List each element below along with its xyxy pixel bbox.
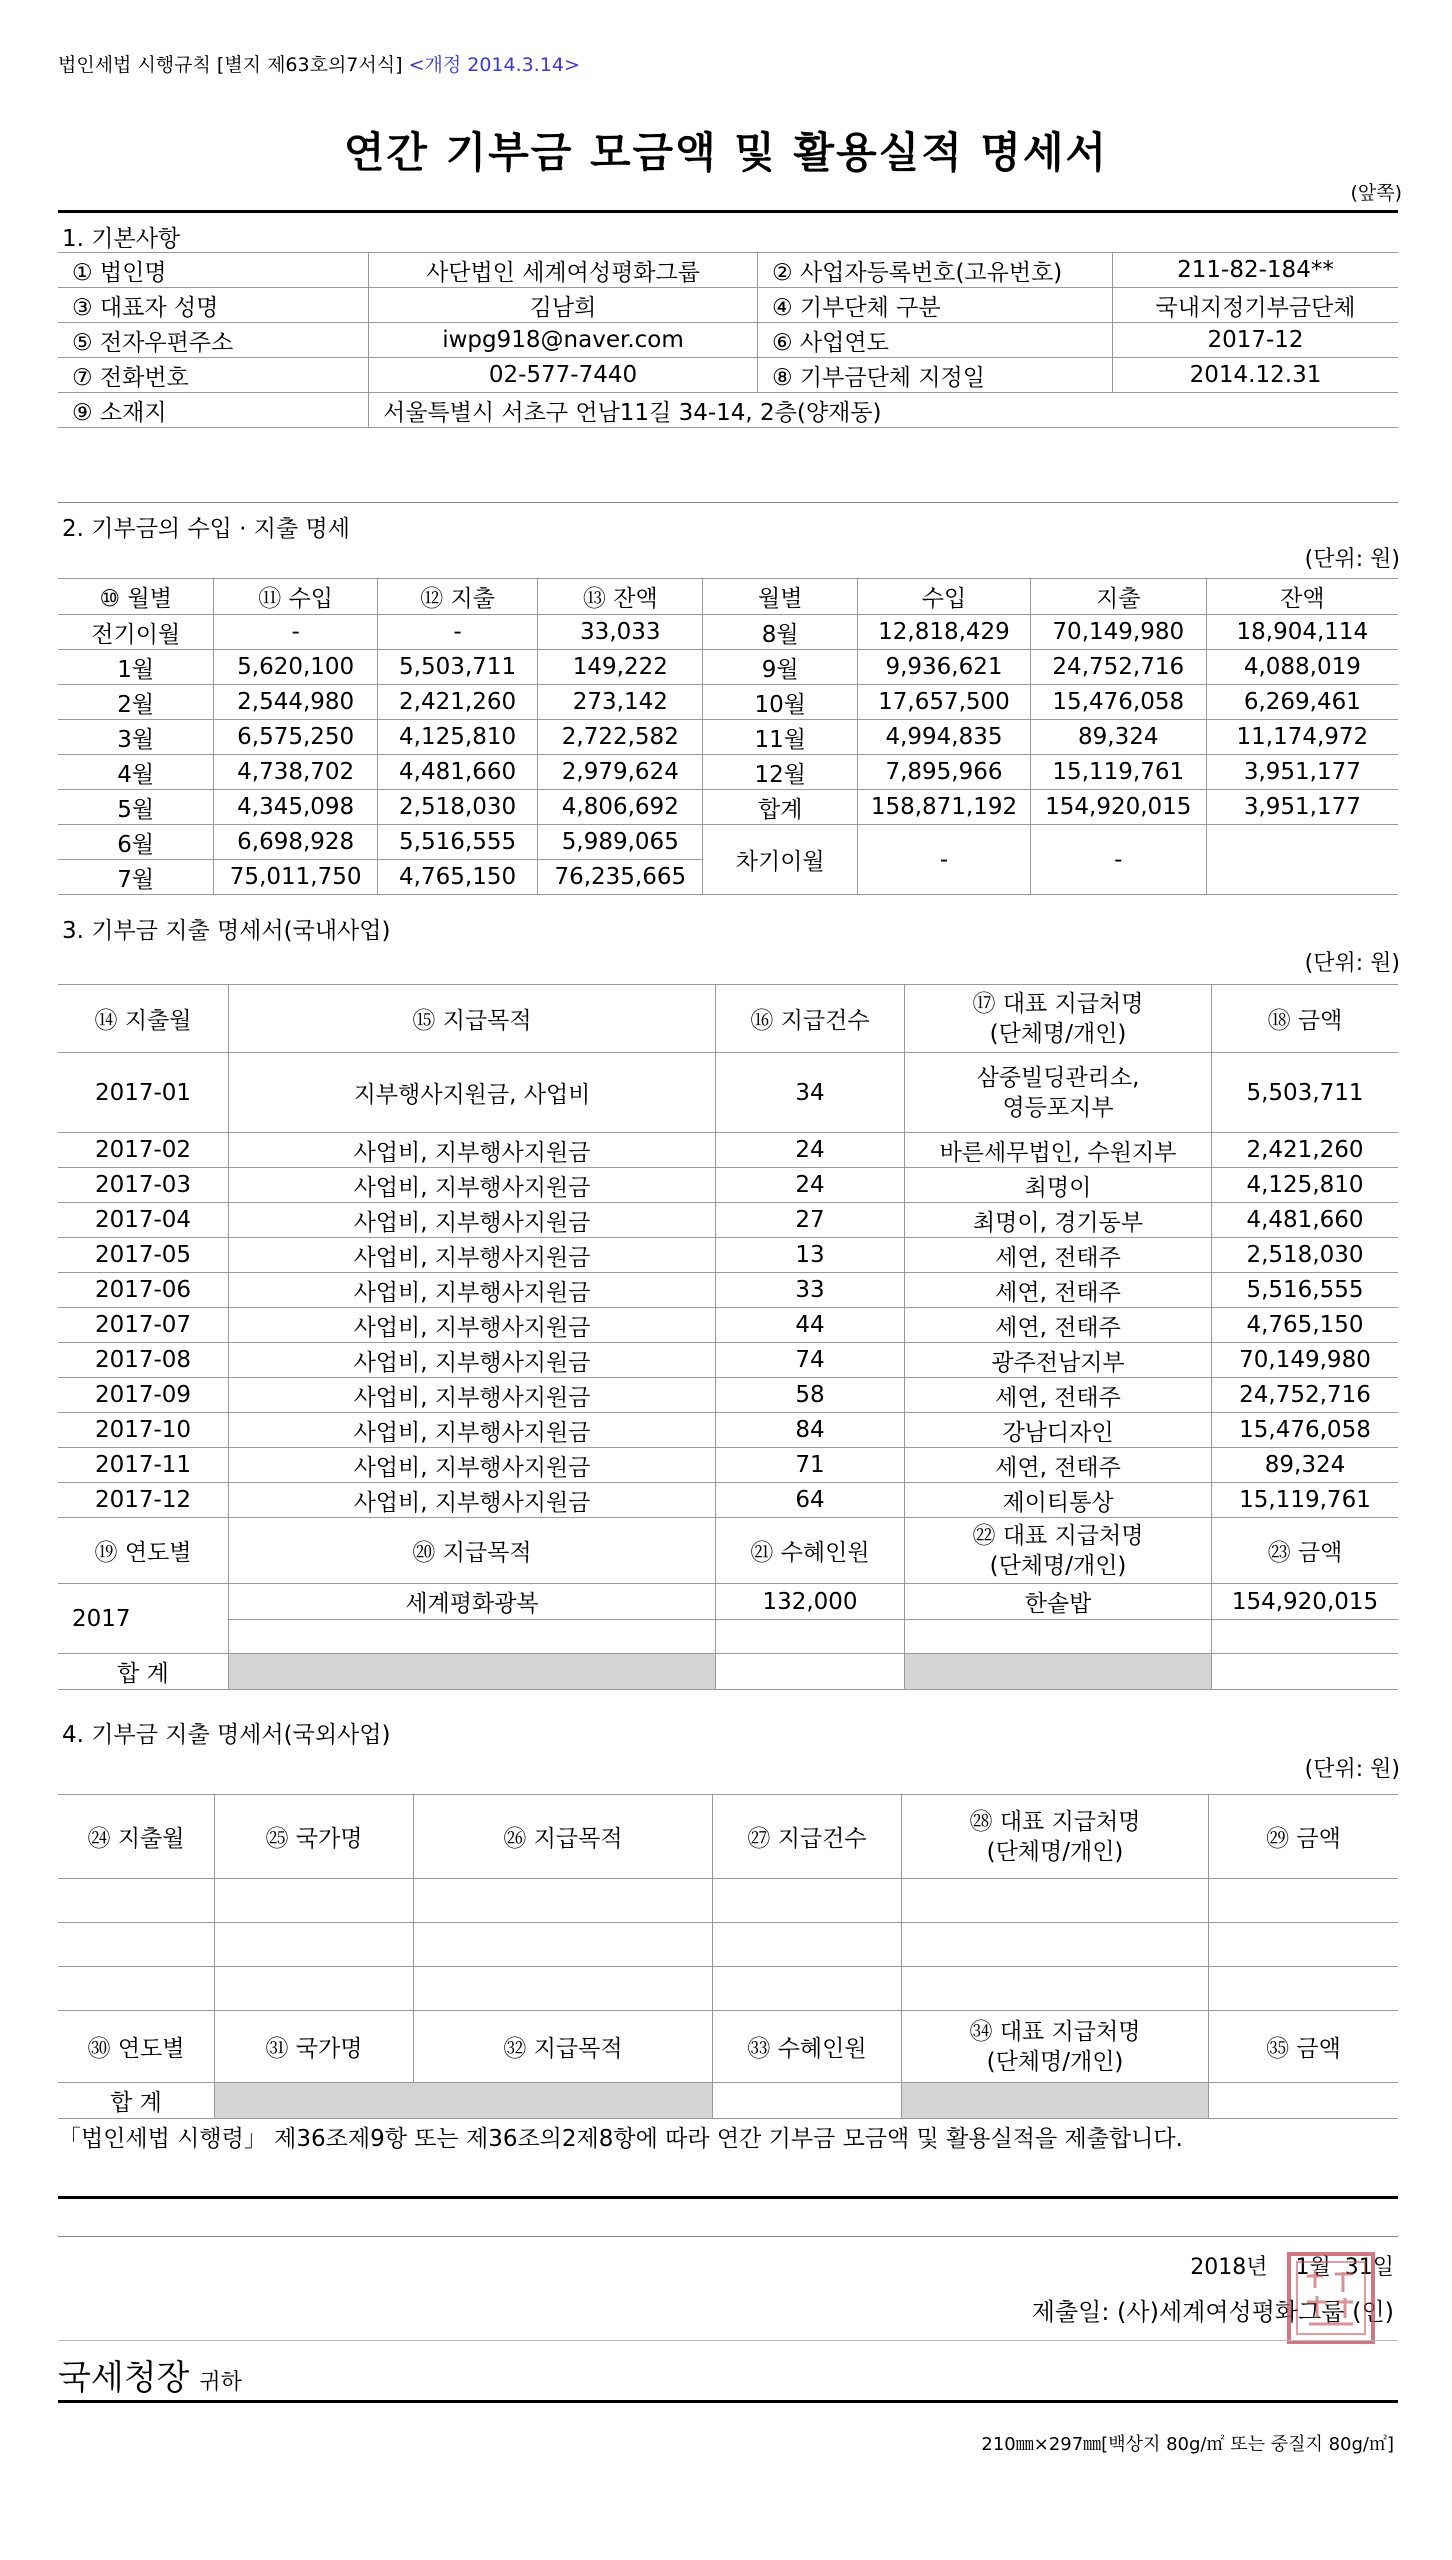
expense-purpose: 사업비, 지부행사지원금 — [229, 1273, 716, 1308]
expense-purpose: 지부행사지원금, 사업비 — [229, 1053, 716, 1133]
empty-cell — [58, 1879, 215, 1923]
income-cell: - — [1030, 825, 1206, 895]
empty-cell — [215, 1923, 414, 1967]
submitter-label: 제출일: — [1031, 2298, 1110, 2326]
expense-recipient: 최명이, 경기동부 — [905, 1203, 1212, 1238]
field-value: iwpg918@naver.com — [369, 323, 758, 358]
empty-cell — [713, 2083, 902, 2119]
empty-cell — [1209, 2083, 1399, 2119]
empty-cell — [215, 1879, 414, 1923]
law-reference — [58, 50, 580, 77]
income-cell: 3월 — [58, 720, 214, 755]
expense-month: 2017-04 — [58, 1203, 229, 1238]
field-value: 서울특별시 서초구 언남11길 34-14, 2층(양재동) — [369, 393, 1399, 428]
expense-month: 2017-06 — [58, 1273, 229, 1308]
income-cell: 76,235,665 — [538, 860, 703, 895]
empty-cell — [902, 1967, 1209, 2011]
expense-count: 33 — [716, 1273, 905, 1308]
section-title-income: 2. 기부금의 수입 · 지출 명세 — [62, 516, 350, 542]
column-header: ㉓ 금액 — [1212, 1518, 1399, 1584]
section-title-basic: 1. 기본사항 — [62, 226, 181, 252]
empty-cell — [1212, 1620, 1399, 1654]
section-divider — [58, 2236, 1398, 2237]
table-row — [58, 755, 1398, 790]
table-row — [58, 1654, 1398, 1690]
expense-recipient: 제이티통상 — [905, 1483, 1212, 1518]
expense-count: 71 — [716, 1448, 905, 1483]
section-title-foreign: 4. 기부금 지출 명세서(국외사업) — [62, 1722, 391, 1748]
shaded-cell — [902, 2083, 1209, 2119]
expense-amount: 70,149,980 — [1212, 1343, 1399, 1378]
income-cell: 18,904,114 — [1206, 615, 1398, 650]
table-row — [58, 1053, 1398, 1133]
table-row — [58, 1967, 1398, 2011]
column-header: ⑮ 지급목적 — [229, 985, 716, 1053]
income-cell: 5,516,555 — [377, 825, 537, 860]
income-cell: 11월 — [703, 720, 858, 755]
income-cell: 3,951,177 — [1206, 790, 1398, 825]
income-cell: 4,806,692 — [538, 790, 703, 825]
column-header: ㉟ 금액 — [1209, 2011, 1399, 2083]
expense-purpose: 사업비, 지부행사지원금 — [229, 1238, 716, 1273]
income-cell: 2,979,624 — [538, 755, 703, 790]
unit-label: (단위: 원) — [1304, 951, 1400, 976]
field-label: ⑥ 사업연도 — [758, 323, 1113, 358]
table-row — [58, 1133, 1398, 1168]
column-header: ⑪ 수입 — [214, 579, 377, 615]
cell-line: ㉞ 대표 지급처명 — [969, 2018, 1141, 2045]
field-label: ③ 대표자 성명 — [58, 288, 369, 323]
income-cell: 11,174,972 — [1206, 720, 1398, 755]
expense-recipient: 광주전남지부 — [905, 1343, 1212, 1378]
table-row — [58, 615, 1398, 650]
expense-count: 74 — [716, 1343, 905, 1378]
addressee-name: 국세청장 — [58, 2358, 190, 2398]
income-cell: - — [214, 615, 377, 650]
field-value: 김남희 — [369, 288, 758, 323]
income-cell: 7,895,966 — [858, 755, 1031, 790]
table-row — [58, 1273, 1398, 1308]
expense-amount: 24,752,716 — [1212, 1378, 1399, 1413]
column-header: ⑳ 지급목적 — [229, 1518, 716, 1584]
income-cell: 5,989,065 — [538, 825, 703, 860]
column-header: ㉕ 국가명 — [215, 1795, 414, 1879]
expense-recipient — [905, 1053, 1212, 1133]
income-cell: 4,481,660 — [377, 755, 537, 790]
expense-month: 2017-03 — [58, 1168, 229, 1203]
table-row — [58, 2083, 1398, 2119]
income-cell: 273,142 — [538, 685, 703, 720]
income-cell: 6월 — [58, 825, 214, 860]
section-divider — [58, 2400, 1398, 2403]
expense-month: 2017-12 — [58, 1483, 229, 1518]
income-cell: 4,765,150 — [377, 860, 537, 895]
section-divider — [58, 210, 1398, 213]
income-cell: 6,698,928 — [214, 825, 377, 860]
income-cell: 4,088,019 — [1206, 650, 1398, 685]
expense-recipient: 세연, 전태주 — [905, 1308, 1212, 1343]
date-month: 1월 — [1295, 2255, 1331, 2280]
section-title-domestic: 3. 기부금 지출 명세서(국내사업) — [62, 918, 391, 944]
income-cell: 2,421,260 — [377, 685, 537, 720]
expense-count: 34 — [716, 1053, 905, 1133]
expense-purpose: 사업비, 지부행사지원금 — [229, 1168, 716, 1203]
income-cell: 12월 — [703, 755, 858, 790]
paper-spec: 210㎜×297㎜[백상지 80g/㎡ 또는 중질지 80g/㎡] — [981, 2434, 1394, 2455]
domestic-expense-table — [58, 984, 1398, 1690]
income-cell: 8월 — [703, 615, 858, 650]
income-cell: 154,920,015 — [1030, 790, 1206, 825]
year-recipient: 한솥밥 — [905, 1584, 1212, 1620]
table-row — [58, 288, 1398, 323]
column-header: ㉖ 지급목적 — [414, 1795, 713, 1879]
table-row — [58, 685, 1398, 720]
column-header: ㉔ 지출월 — [58, 1795, 215, 1879]
column-header: ⑩ 월별 — [58, 579, 214, 615]
field-label: ④ 기부단체 구분 — [758, 288, 1113, 323]
table-row — [58, 253, 1398, 288]
table-row — [58, 358, 1398, 393]
table-row — [58, 1483, 1398, 1518]
revision-date: <개정 2014.3.14> — [408, 54, 580, 76]
expense-amount: 4,125,810 — [1212, 1168, 1399, 1203]
empty-cell — [902, 1923, 1209, 1967]
expense-purpose: 사업비, 지부행사지원금 — [229, 1133, 716, 1168]
field-label: ⑧ 기부금단체 지정일 — [758, 358, 1113, 393]
form-title: 연간 기부금 모금액 및 활용실적 명세서 — [343, 128, 1109, 177]
column-header: ㉗ 지급건수 — [713, 1795, 902, 1879]
cell-line: (단체명/개인) — [989, 1552, 1127, 1579]
seal-mark: (인) — [1352, 2298, 1394, 2326]
empty-cell — [713, 1923, 902, 1967]
section-divider — [58, 502, 1398, 503]
income-cell: 4,738,702 — [214, 755, 377, 790]
column-header: 잔액 — [1206, 579, 1398, 615]
submitter-name: (사)세계여성평화그룹 — [1117, 2298, 1345, 2326]
table-row — [58, 1343, 1398, 1378]
expense-recipient: 세연, 전태주 — [905, 1273, 1212, 1308]
expense-recipient: 바른세무법인, 수원지부 — [905, 1133, 1212, 1168]
expense-month: 2017-05 — [58, 1238, 229, 1273]
column-header: 지출 — [1030, 579, 1206, 615]
empty-cell — [58, 1967, 215, 2011]
income-cell: - — [858, 825, 1031, 895]
table-row — [58, 1308, 1398, 1343]
income-cell: 9월 — [703, 650, 858, 685]
field-label: ② 사업자등록번호(고유번호) — [758, 253, 1113, 288]
column-header: ⑲ 연도별 — [58, 1518, 229, 1584]
income-cell: 2,544,980 — [214, 685, 377, 720]
expense-count: 24 — [716, 1133, 905, 1168]
column-header: ⑬ 잔액 — [538, 579, 703, 615]
shaded-cell — [215, 2083, 713, 2119]
total-label: 합 계 — [58, 1654, 229, 1690]
empty-cell — [215, 1967, 414, 2011]
income-cell: 1월 — [58, 650, 214, 685]
law-ref-text: 법인세법 시행규칙 [별지 제63호의7서식] — [58, 54, 403, 76]
income-cell: 75,011,750 — [214, 860, 377, 895]
income-cell: 5,503,711 — [377, 650, 537, 685]
empty-cell — [713, 1967, 902, 2011]
cell-line: 삼중빌딩관리소, — [976, 1064, 1140, 1091]
table-row — [58, 1584, 1398, 1620]
income-cell: 전기이월 — [58, 615, 214, 650]
table-row — [58, 1203, 1398, 1238]
expense-recipient: 강남디자인 — [905, 1413, 1212, 1448]
table-row — [58, 323, 1398, 358]
expense-count: 13 — [716, 1238, 905, 1273]
empty-cell — [229, 1620, 716, 1654]
income-cell: 2월 — [58, 685, 214, 720]
income-cell: 3,951,177 — [1206, 755, 1398, 790]
foreign-expense-table — [58, 1794, 1398, 2119]
table-row — [58, 985, 1398, 1053]
income-cell: 4월 — [58, 755, 214, 790]
section-divider — [58, 2196, 1398, 2199]
expense-amount: 89,324 — [1212, 1448, 1399, 1483]
income-cell — [1206, 825, 1398, 895]
column-header — [902, 1795, 1209, 1879]
cell-line: (단체명/개인) — [986, 2048, 1124, 2075]
expense-month: 2017-01 — [58, 1053, 229, 1133]
expense-amount: 2,421,260 — [1212, 1133, 1399, 1168]
expense-amount: 5,516,555 — [1212, 1273, 1399, 1308]
section-divider — [58, 2340, 1398, 2341]
empty-cell — [1209, 1923, 1399, 1967]
column-header: ㉚ 연도별 — [58, 2011, 215, 2083]
empty-cell — [58, 1923, 215, 1967]
column-header: ⑫ 지출 — [377, 579, 537, 615]
year-cell: 2017 — [58, 1584, 229, 1654]
field-value: 211-82-184** — [1113, 253, 1399, 288]
income-cell: 15,119,761 — [1030, 755, 1206, 790]
column-header: 수입 — [858, 579, 1031, 615]
date-day: 31일 — [1344, 2255, 1394, 2280]
field-label: ⑨ 소재지 — [58, 393, 369, 428]
empty-cell — [414, 1879, 713, 1923]
expense-purpose: 사업비, 지부행사지원금 — [229, 1203, 716, 1238]
income-cell: 17,657,500 — [858, 685, 1031, 720]
empty-cell — [1209, 1879, 1399, 1923]
year-beneficiaries: 132,000 — [716, 1584, 905, 1620]
table-row — [58, 1448, 1398, 1483]
expense-purpose: 사업비, 지부행사지원금 — [229, 1448, 716, 1483]
income-cell: 4,125,810 — [377, 720, 537, 755]
field-label: ⑦ 전화번호 — [58, 358, 369, 393]
empty-cell — [414, 1967, 713, 2011]
expense-recipient: 세연, 전태주 — [905, 1448, 1212, 1483]
year-purpose: 세계평화광복 — [229, 1584, 716, 1620]
column-header: ㉑ 수혜인원 — [716, 1518, 905, 1584]
table-row — [58, 1168, 1398, 1203]
cell-line: ㉒ 대표 지급처명 — [972, 1522, 1144, 1549]
field-label: ⑤ 전자우편주소 — [58, 323, 369, 358]
expense-purpose: 사업비, 지부행사지원금 — [229, 1483, 716, 1518]
column-header — [902, 2011, 1209, 2083]
expense-month: 2017-10 — [58, 1413, 229, 1448]
table-row — [58, 720, 1398, 755]
expense-recipient: 세연, 전태주 — [905, 1378, 1212, 1413]
column-header: ⑱ 금액 — [1212, 985, 1399, 1053]
column-header: 월별 — [703, 579, 858, 615]
income-cell: 6,575,250 — [214, 720, 377, 755]
income-cell: 4,994,835 — [858, 720, 1031, 755]
expense-amount: 15,476,058 — [1212, 1413, 1399, 1448]
expense-purpose: 사업비, 지부행사지원금 — [229, 1308, 716, 1343]
income-cell: 5월 — [58, 790, 214, 825]
date-year: 2018년 — [1190, 2255, 1268, 2280]
column-header — [905, 1518, 1212, 1584]
field-value: 국내지정기부금단체 — [1113, 288, 1399, 323]
income-cell: 6,269,461 — [1206, 685, 1398, 720]
cell-line: ㉘ 대표 지급처명 — [969, 1808, 1141, 1835]
cell-line: 영등포지부 — [1002, 1094, 1114, 1121]
addressee-suffix: 귀하 — [199, 2370, 242, 2395]
unit-label: (단위: 원) — [1304, 547, 1400, 572]
official-seal-stamp — [1285, 2250, 1377, 2346]
income-cell: 24,752,716 — [1030, 650, 1206, 685]
field-value: 사단법인 세계여성평화그룹 — [369, 253, 758, 288]
expense-amount: 15,119,761 — [1212, 1483, 1399, 1518]
total-label: 합 계 — [58, 2083, 215, 2119]
submission-statement: 「법인세법 시행령」 제36조제9항 또는 제36조의2제8항에 따라 연간 기부금 모금액 및 활용실적을 제출합니다. — [58, 2126, 1183, 2152]
empty-cell — [713, 1879, 902, 1923]
shaded-cell — [229, 1654, 716, 1690]
income-cell: 차기이월 — [703, 825, 858, 895]
table-row — [58, 1518, 1398, 1584]
expense-count: 84 — [716, 1413, 905, 1448]
column-header — [905, 985, 1212, 1053]
empty-cell — [902, 1879, 1209, 1923]
table-row — [58, 790, 1398, 825]
expense-month: 2017-08 — [58, 1343, 229, 1378]
income-cell: 7월 — [58, 860, 214, 895]
cell-line: (단체명/개인) — [989, 1020, 1127, 1047]
field-value: 2017-12 — [1113, 323, 1399, 358]
table-row — [58, 1378, 1398, 1413]
income-cell: 89,324 — [1030, 720, 1206, 755]
table-row — [58, 825, 1398, 860]
expense-month: 2017-09 — [58, 1378, 229, 1413]
income-cell: 158,871,192 — [858, 790, 1031, 825]
column-header: ㉝ 수혜인원 — [713, 2011, 902, 2083]
table-row — [58, 1795, 1398, 1879]
income-cell: 15,476,058 — [1030, 685, 1206, 720]
income-cell: 4,345,098 — [214, 790, 377, 825]
expense-count: 44 — [716, 1308, 905, 1343]
empty-cell — [1209, 1967, 1399, 2011]
empty-cell — [905, 1620, 1212, 1654]
expense-amount: 4,481,660 — [1212, 1203, 1399, 1238]
addressee — [58, 2350, 242, 2399]
expense-recipient: 세연, 전태주 — [905, 1238, 1212, 1273]
income-expense-table — [58, 578, 1398, 895]
empty-cell — [414, 1923, 713, 1967]
expense-count: 58 — [716, 1378, 905, 1413]
expense-amount: 5,503,711 — [1212, 1053, 1399, 1133]
expense-month: 2017-02 — [58, 1133, 229, 1168]
expense-amount: 2,518,030 — [1212, 1238, 1399, 1273]
column-header: ⑭ 지출월 — [58, 985, 229, 1053]
income-cell: 10월 — [703, 685, 858, 720]
column-header: ㉜ 지급목적 — [414, 2011, 713, 2083]
expense-purpose: 사업비, 지부행사지원금 — [229, 1378, 716, 1413]
basic-info-table — [58, 252, 1398, 428]
expense-count: 64 — [716, 1483, 905, 1518]
unit-label: (단위: 원) — [1304, 1757, 1400, 1782]
expense-month: 2017-11 — [58, 1448, 229, 1483]
income-cell: 149,222 — [538, 650, 703, 685]
expense-month: 2017-07 — [58, 1308, 229, 1343]
cell-line: ⑰ 대표 지급처명 — [972, 990, 1144, 1017]
expense-purpose: 사업비, 지부행사지원금 — [229, 1413, 716, 1448]
table-row — [58, 1238, 1398, 1273]
expense-amount: 4,765,150 — [1212, 1308, 1399, 1343]
income-cell: 33,033 — [538, 615, 703, 650]
income-cell: 5,620,100 — [214, 650, 377, 685]
column-header: ㉛ 국가명 — [215, 2011, 414, 2083]
table-row — [58, 1620, 1398, 1654]
expense-recipient: 최명이 — [905, 1168, 1212, 1203]
column-header: ⑯ 지급건수 — [716, 985, 905, 1053]
expense-count: 24 — [716, 1168, 905, 1203]
field-value: 2014.12.31 — [1113, 358, 1399, 393]
table-row — [58, 2011, 1398, 2083]
table-row — [58, 1923, 1398, 1967]
income-cell: 12,818,429 — [858, 615, 1031, 650]
income-cell: 2,722,582 — [538, 720, 703, 755]
expense-count: 27 — [716, 1203, 905, 1238]
income-cell: - — [377, 615, 537, 650]
income-cell: 합계 — [703, 790, 858, 825]
table-row — [58, 1879, 1398, 1923]
income-cell: 9,936,621 — [858, 650, 1031, 685]
column-header: ㉙ 금액 — [1209, 1795, 1399, 1879]
income-cell: 2,518,030 — [377, 790, 537, 825]
front-side-label: (앞쪽) — [1350, 182, 1402, 204]
expense-purpose: 사업비, 지부행사지원금 — [229, 1343, 716, 1378]
field-label: ① 법인명 — [58, 253, 369, 288]
table-row — [58, 1413, 1398, 1448]
cell-line: (단체명/개인) — [986, 1838, 1124, 1865]
empty-cell — [716, 1654, 905, 1690]
field-value: 02-577-7440 — [369, 358, 758, 393]
year-amount: 154,920,015 — [1212, 1584, 1399, 1620]
shaded-cell — [905, 1654, 1212, 1690]
table-row — [58, 579, 1398, 615]
table-row — [58, 393, 1398, 428]
empty-cell — [716, 1620, 905, 1654]
empty-cell — [1212, 1654, 1399, 1690]
income-cell: 70,149,980 — [1030, 615, 1206, 650]
table-row — [58, 650, 1398, 685]
